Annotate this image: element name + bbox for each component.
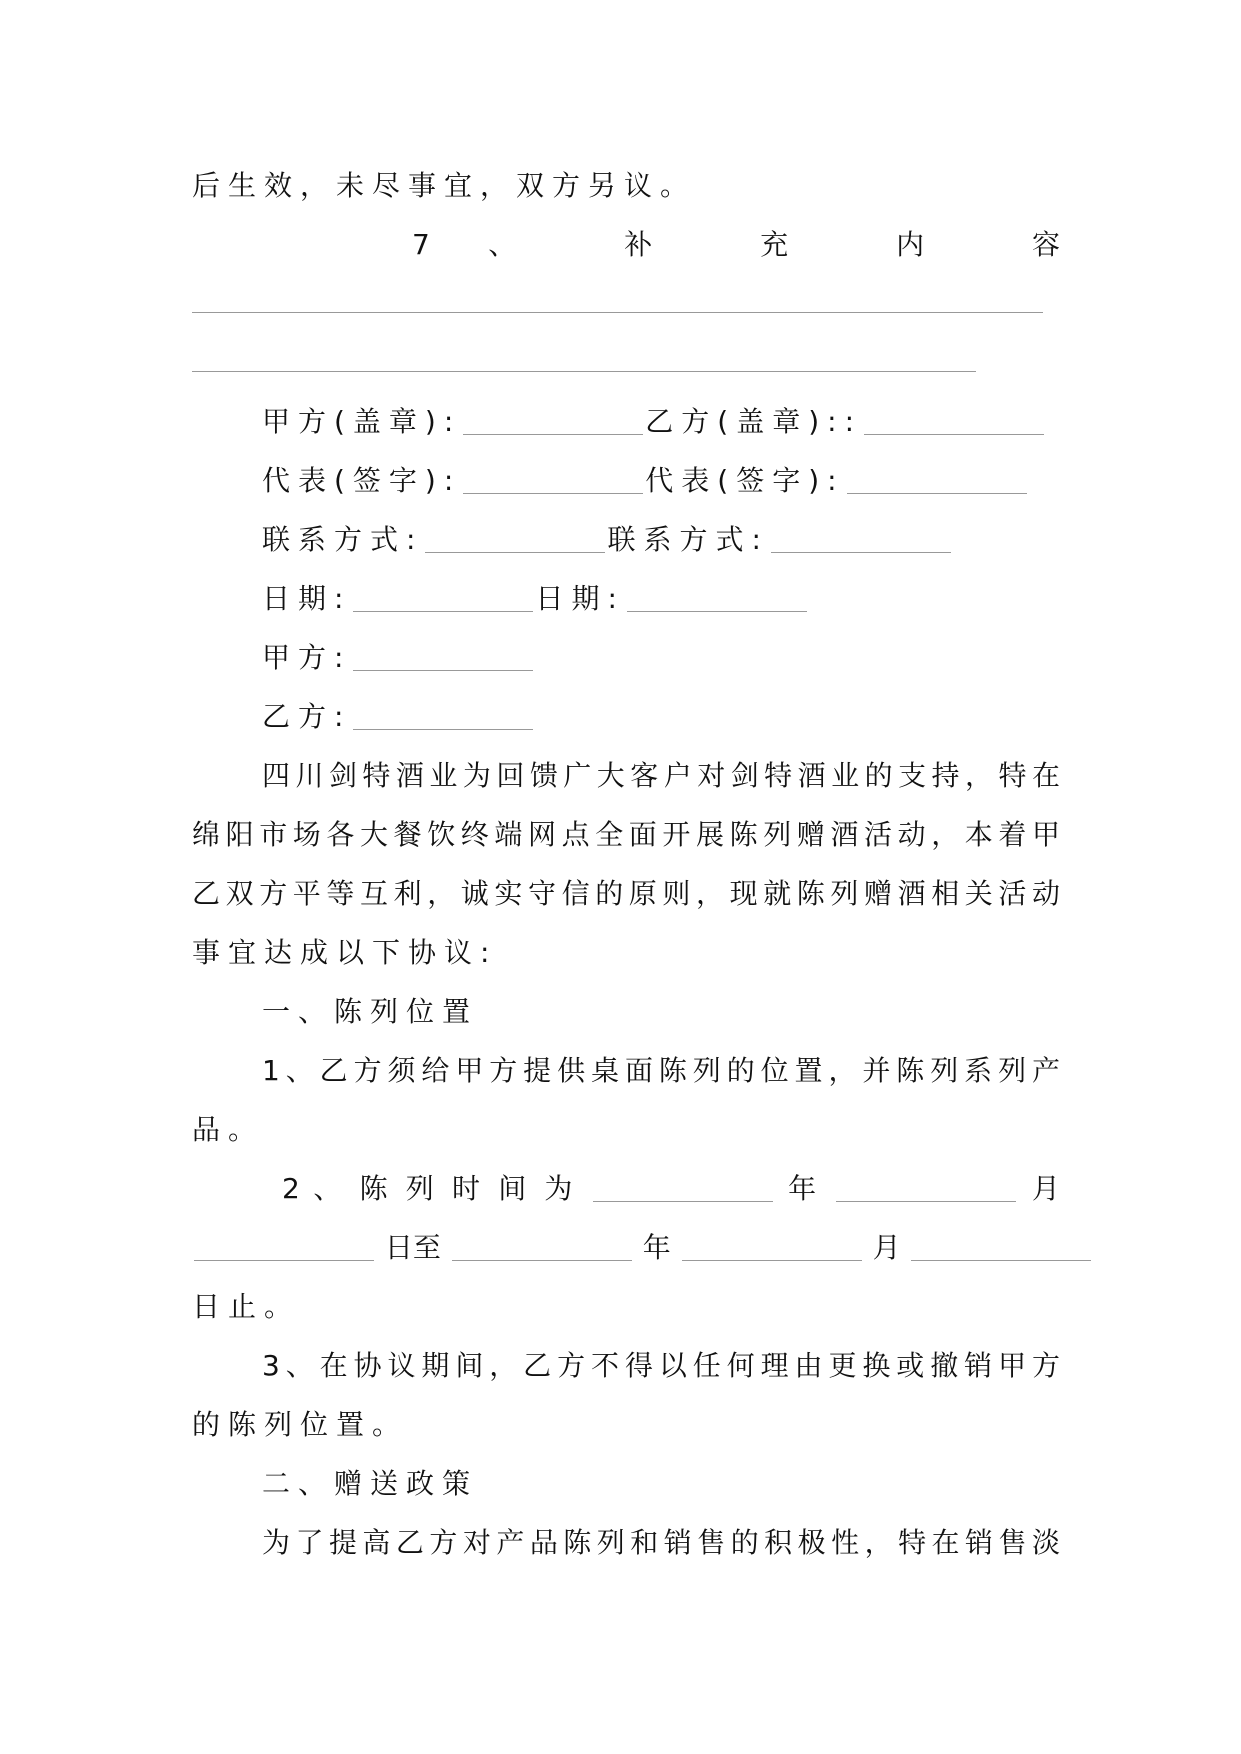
text-line: 为了提高乙方对产品陈列和销售的积极性，特在销售淡 xyxy=(262,1526,1060,1559)
blank-field[interactable] xyxy=(463,406,643,435)
blank-field[interactable] xyxy=(864,406,1044,435)
blank-field[interactable] xyxy=(452,1232,632,1261)
blank-field[interactable] xyxy=(425,524,605,553)
label: 甲方(盖章): xyxy=(262,405,462,438)
label: 乙方: xyxy=(262,700,352,733)
section-heading: 一、陈列位置 xyxy=(262,995,479,1028)
text-line: 四川剑特酒业为回馈广大客户对剑特酒业的支持，特在 xyxy=(262,759,1060,792)
text-line: 乙双方平等互利，诚实守信的原则，现就陈列赠酒相关活动 xyxy=(192,877,1060,910)
label: 代表(签字): xyxy=(262,464,462,497)
text-line: 日止。 xyxy=(192,1290,301,1323)
text-line: 事宜达成以下协议: xyxy=(192,936,498,969)
blank-field[interactable] xyxy=(593,1173,773,1202)
date-line xyxy=(192,569,1060,628)
supplement-blank-line-2[interactable] xyxy=(192,333,1060,392)
blank-field[interactable] xyxy=(463,465,643,494)
blank-field[interactable] xyxy=(194,1232,374,1261)
char: 年 xyxy=(642,1231,671,1264)
char: 2 xyxy=(282,1172,300,1205)
char: 日至 xyxy=(384,1231,441,1264)
label: 代表(签字): xyxy=(645,464,845,497)
heading-char: 内 xyxy=(896,228,974,261)
blank-field[interactable] xyxy=(353,583,533,612)
seal-line xyxy=(192,392,1060,451)
text-line: 3、在协议期间，乙方不得以任何理由更换或撤销甲方 xyxy=(262,1349,1060,1382)
label: 日期: xyxy=(535,582,625,615)
text-line: 品。 xyxy=(192,1113,265,1146)
label: 联系方式: xyxy=(262,523,424,556)
label: 甲方: xyxy=(262,641,352,674)
blank-field[interactable] xyxy=(771,524,951,553)
section-heading: 二、赠送政策 xyxy=(262,1467,479,1500)
supplement-blank-line-1[interactable] xyxy=(192,274,1060,333)
char: 间 xyxy=(498,1172,531,1205)
blank-field[interactable] xyxy=(627,583,807,612)
heading-char: 、 xyxy=(488,228,566,261)
blank-field[interactable] xyxy=(353,642,533,671)
document-page xyxy=(192,156,1060,1572)
heading-char: 容 xyxy=(1032,228,1061,261)
heading-char: 7 xyxy=(412,228,430,261)
char: 为 xyxy=(544,1172,578,1205)
label: 日期: xyxy=(262,582,352,615)
blank-field[interactable] xyxy=(911,1232,1091,1261)
char: 月 xyxy=(1031,1172,1060,1205)
contact-line xyxy=(192,510,1060,569)
char: 时 xyxy=(451,1172,485,1205)
text-line: 1、乙方须给甲方提供桌面陈列的位置，并陈列系列产 xyxy=(262,1054,1060,1087)
text-line: 的陈列位置。 xyxy=(192,1408,409,1441)
section-7-heading xyxy=(192,215,1060,274)
label: 联系方式: xyxy=(607,523,769,556)
rep-line xyxy=(192,451,1060,510)
label: 乙方(盖章):: xyxy=(645,405,863,438)
char: 月 xyxy=(872,1231,901,1264)
display-period-line-2 xyxy=(192,1218,1060,1277)
blank-field[interactable] xyxy=(353,701,533,730)
blank-field[interactable] xyxy=(836,1173,1016,1202)
blank-field[interactable] xyxy=(682,1232,862,1261)
party-b-line xyxy=(192,687,1060,746)
party-a-line xyxy=(192,628,1060,687)
display-period-line xyxy=(192,1159,1060,1218)
char: 列 xyxy=(405,1172,439,1205)
char: 年 xyxy=(788,1172,821,1205)
text-line: 后生效，未尽事宜，双方另议。 xyxy=(192,169,697,202)
heading-char: 充 xyxy=(760,228,838,261)
heading-char: 补 xyxy=(624,228,702,261)
char: 、 xyxy=(313,1172,347,1205)
text-line: 绵阳市场各大餐饮终端网点全面开展陈列赠酒活动，本着甲 xyxy=(192,818,1060,851)
blank-field[interactable] xyxy=(847,465,1027,494)
char: 陈 xyxy=(359,1172,393,1205)
